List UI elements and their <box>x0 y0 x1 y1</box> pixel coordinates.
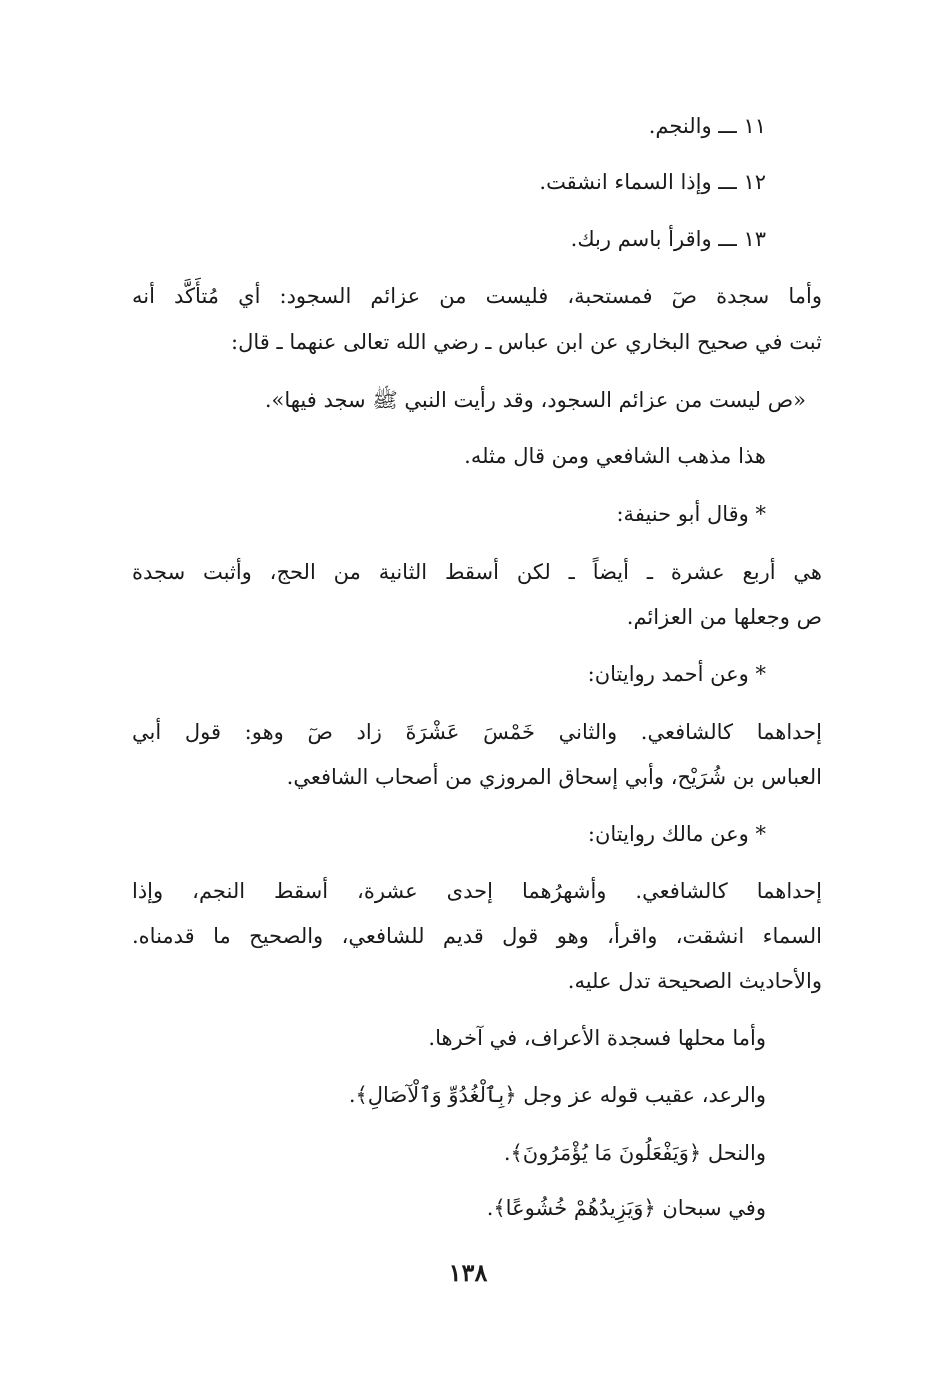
paragraph-line: هذا مذهب الشافعي ومن قال مثله. <box>464 444 766 468</box>
paragraph-line: هي أربع عشرة ـ أيضاً ـ لكن أسقط الثانية من الحج، وأثبت سجدة <box>132 560 822 584</box>
list-item-13: ١٣ ـــ واقرأ باسم ربك. <box>570 227 766 251</box>
quran-verse-line: والنحل ﴿وَيَفْعَلُونَ مَا يُؤْمَرُونَ﴾. <box>503 1141 766 1165</box>
section-heading: * وقال أبو حنيفة: <box>616 502 766 526</box>
paragraph-line: ص وجعلها من العزائم. <box>626 605 822 629</box>
paragraph-line: إحداهما كالشافعي. وأشهرُهما إحدى عشرة، أسقط النجم، وإذا <box>132 879 822 903</box>
quran-verse-line: والرعد، عقيب قوله عز وجل ﴿بِٱلْغُدُوِّ وَٱلْآصَالِ﴾. <box>348 1083 766 1107</box>
page-number: ١٣٨ <box>448 1258 488 1287</box>
paragraph-line: العباس بن شُرَيْح، وأبي إسحاق المروزي من أصحاب الشافعي. <box>286 765 822 789</box>
paragraph-line: وأما سجدة صٓ فمستحبة، فليست من عزائم السجود: أي مُتأَكَّد أنه <box>132 284 822 308</box>
section-heading: * وعن أحمد روايتان: <box>587 662 766 686</box>
quran-verse-line: وفي سبحان ﴿وَيَزِيدُهُمْ خُشُوعًا﴾. <box>486 1196 766 1220</box>
paragraph-line: ثبت في صحيح البخاري عن ابن عباس ـ رضي الله تعالى عنهما ـ قال: <box>231 330 822 354</box>
list-item-12: ١٢ ـــ وإذا السماء انشقت. <box>539 170 766 194</box>
paragraph-line: إحداهما كالشافعي. والثاني خَمْسَ عَشْرَةَ زاد صٓ وهو: قول أبي <box>132 720 822 744</box>
list-item-11: ١١ ـــ والنجم. <box>648 114 766 138</box>
section-heading: * وعن مالك روايتان: <box>587 822 766 846</box>
paragraph-line: وأما محلها فسجدة الأعراف، في آخرها. <box>428 1026 766 1050</box>
paragraph-line: السماء انشقت، واقرأ، وهو قول قديم للشافعي، والصحيح ما قدمناه. <box>132 924 822 948</box>
hadith-quote: «ص ليست من عزائم السجود، وقد رأيت النبي ﷺ سجد فيها». <box>264 388 806 412</box>
paragraph-line: والأحاديث الصحيحة تدل عليه. <box>567 969 822 993</box>
